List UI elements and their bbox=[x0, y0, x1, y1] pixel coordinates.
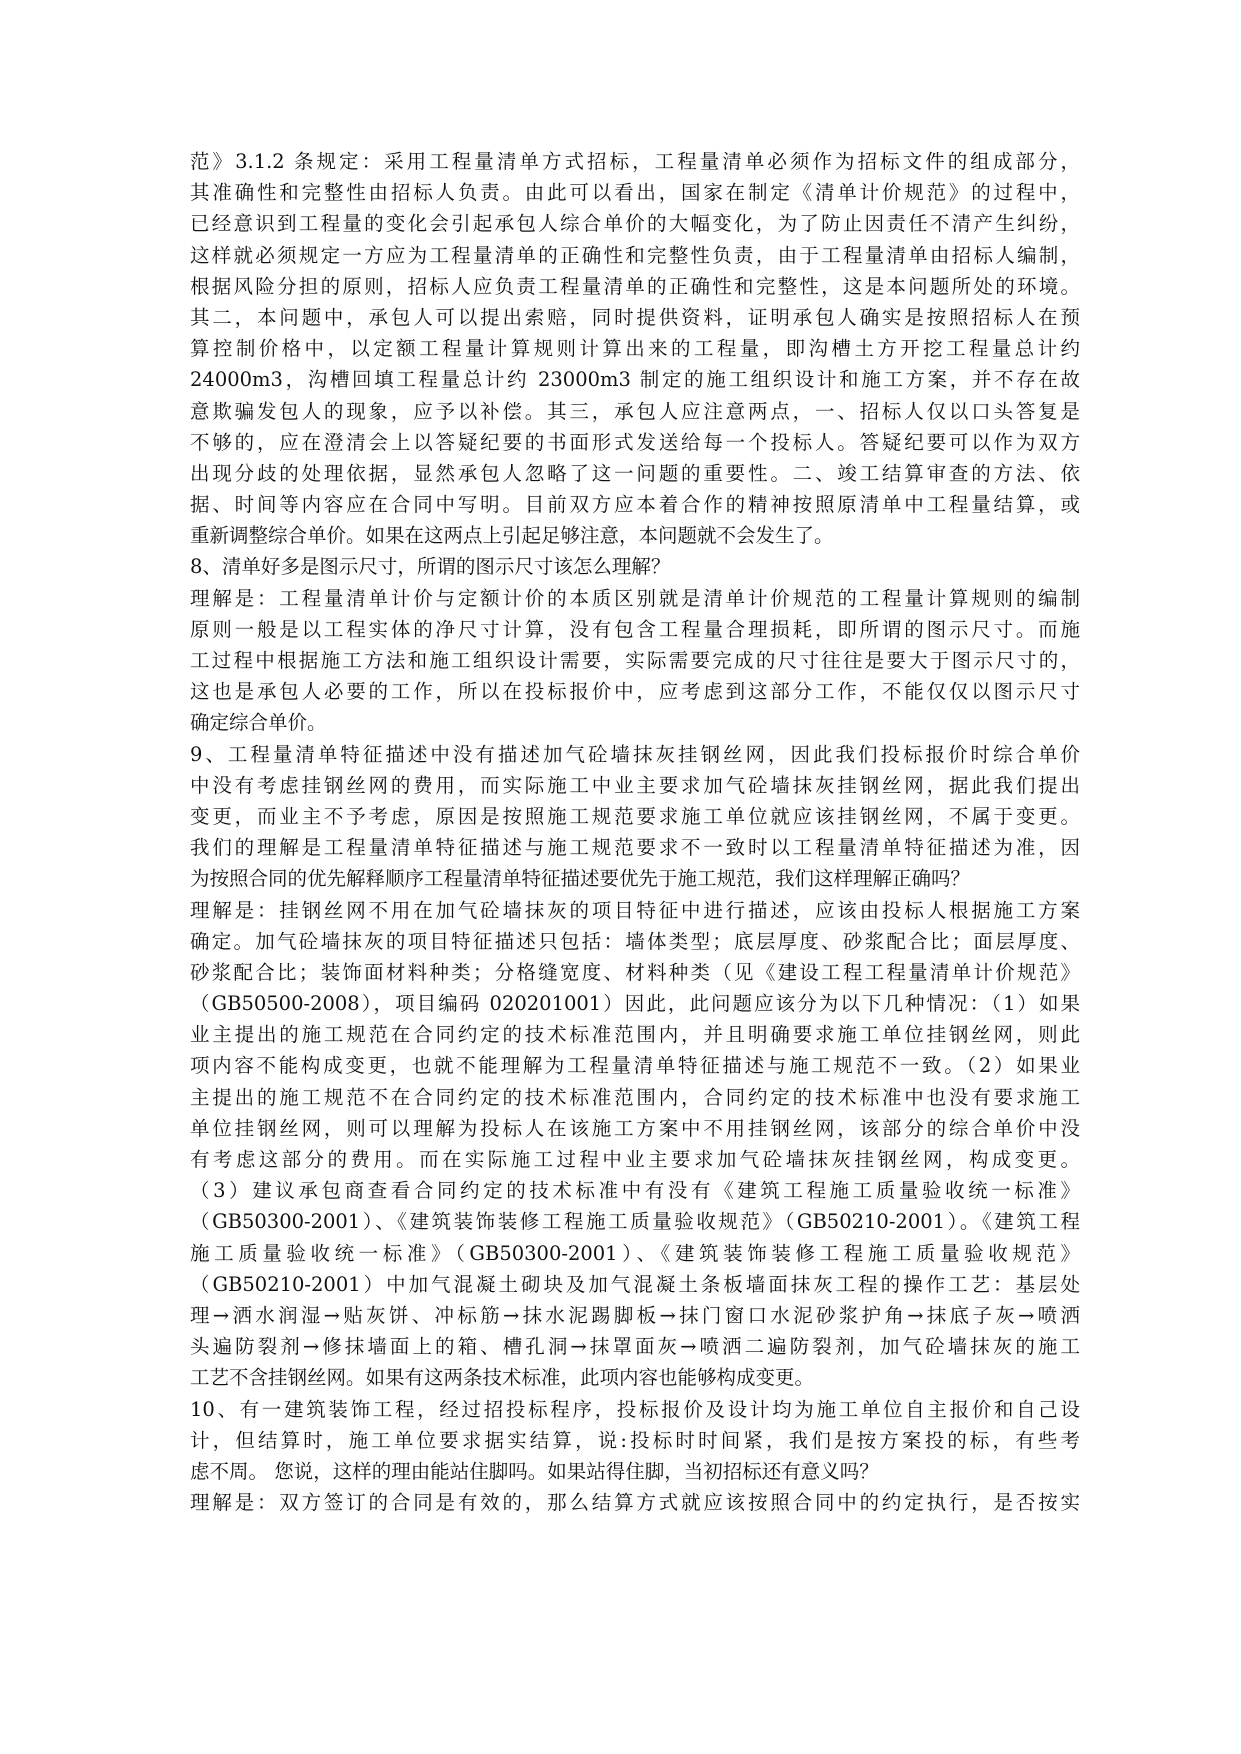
text-line: 砂浆配合比；装饰面材料种类；分格缝宽度、材料种类（见《建设工程工程量清单计价规范》 bbox=[190, 960, 1080, 984]
text-line: 工艺不含挂钢丝网。如果有这两条技术标准，此项内容也能够构成变更。 bbox=[190, 1366, 815, 1390]
text-line: 10、有一建筑装饰工程，经过招投标程序，投标报价及设计均为施工单位自主报价和自己设 bbox=[190, 1397, 1080, 1421]
text-line: 根据风险分担的原则，招标人应负责工程量清单的正确性和完整性，这是本问题所处的环境。 bbox=[190, 274, 1080, 298]
text-line: 计，但结算时，施工单位要求据实结算，说:投标时时间紧，我们是按方案投的标，有些考 bbox=[190, 1428, 1080, 1452]
text-line: 意欺骗发包人的现象，应予以补偿。其三，承包人应注意两点，一、招标人仅以口头答复是 bbox=[190, 399, 1080, 423]
text-line: 原则一般是以工程实体的净尺寸计算，没有包含工程量合理损耗，即所谓的图示尺寸。而施 bbox=[190, 617, 1080, 641]
text-line: （3）建议承包商查看合同约定的技术标准中有没有《建筑工程施工质量验收统一标准》 bbox=[190, 1179, 1080, 1203]
text-line: （GB50500-2008），项目编码 020201001）因此，此问题应该分为以下几种情况：（1）如果 bbox=[190, 992, 1080, 1016]
text-line: 理解是：双方签订的合同是有效的，那么结算方式就应该按照合同中的约定执行，是否按实 bbox=[190, 1491, 1080, 1515]
text-line: 24000m3，沟槽回填工程量总计约 23000m3 制定的施工组织设计和施工方案，并不存在故 bbox=[190, 368, 1080, 392]
text-line: 确定综合单价。 bbox=[190, 711, 327, 735]
text-line: 这也是承包人必要的工作，所以在投标报价中，应考虑到这部分工作，不能仅仅以图示尺寸 bbox=[190, 680, 1080, 704]
text-line: 主提出的施工规范不在合同约定的技术标准范围内，合同约定的技术标准中也没有要求施工 bbox=[190, 1085, 1080, 1109]
text-line: 算控制价格中，以定额工程量计算规则计算出来的工程量，即沟槽土方开挖工程量总计约 bbox=[190, 337, 1080, 361]
text-line: 其二，本问题中，承包人可以提出索赔，同时提供资料，证明承包人确实是按照招标人在预 bbox=[190, 305, 1080, 329]
text-line: 变更，而业主不予考虑，原因是按照施工规范要求施工单位就应该挂钢丝网，不属于变更。 bbox=[190, 804, 1080, 828]
text-line: 有考虑这部分的费用。而在实际施工过程中业主要求加气砼墙抹灰挂钢丝网，构成变更。 bbox=[190, 1148, 1080, 1171]
text-line: 不够的，应在澄清会上以答疑纪要的书面形式发送给每一个投标人。答疑纪要可以作为双方 bbox=[190, 430, 1080, 454]
text-line: 我们的理解是工程量清单特征描述与施工规范要求不一致时以工程量清单特征描述为准，因 bbox=[190, 836, 1080, 860]
text-line: 中没有考虑挂钢丝网的费用，而实际施工中业主要求加气砼墙抹灰挂钢丝网，据此我们提出 bbox=[190, 773, 1080, 797]
text-line: 已经意识到工程量的变化会引起承包人综合单价的大幅变化，为了防止因责任不清产生纠纷， bbox=[190, 212, 1080, 236]
text-line: 理解是：挂钢丝网不用在加气砼墙抹灰的项目特征中进行描述，应该由投标人根据施工方案 bbox=[190, 898, 1080, 922]
text-line: 头遍防裂剂→修抹墙面上的箱、槽孔洞→抹罩面灰→喷洒二遍防裂剂，加气砼墙抹灰的施工 bbox=[190, 1335, 1080, 1359]
text-line: 单位挂钢丝网，则可以理解为投标人在该施工方案中不用挂钢丝网，该部分的综合单价中没 bbox=[190, 1116, 1080, 1140]
text-line: 为按照合同的优先解释顺序工程量清单特征描述要优先于施工规范，我们这样理解正确吗？ bbox=[190, 867, 971, 891]
text-line: 8、清单好多是图示尺寸，所谓的图示尺寸该怎么理解？ bbox=[190, 555, 671, 579]
text-line: 这样就必须规定一方应为工程量清单的正确性和完整性负责，由于工程量清单由招标人编制， bbox=[190, 243, 1080, 267]
text-line: 虑不周。 您说，这样的理由能站住脚吗。如果站得住脚，当初招标还有意义吗？ bbox=[190, 1459, 879, 1483]
text-line: 确定。加气砼墙抹灰的项目特征描述只包括：墙体类型；底层厚度、砂浆配合比；面层厚度、 bbox=[190, 929, 1080, 953]
document-body bbox=[190, 146, 1080, 1518]
text-line: 理解是：工程量清单计价与定额计价的本质区别就是清单计价规范的工程量计算规则的编制 bbox=[190, 586, 1080, 610]
text-line: 施工质量验收统一标准》（GB50300-2001）、《建筑装饰装修工程施工质量验收规范》 bbox=[190, 1241, 1080, 1265]
text-line: 9、工程量清单特征描述中没有描述加气砼墙抹灰挂钢丝网，因此我们投标报价时综合单价 bbox=[190, 742, 1080, 766]
text-line: （GB50210-2001）中加气混凝土砌块及加气混凝土条板墙面抹灰工程的操作工艺：基层处 bbox=[190, 1272, 1080, 1296]
text-line: 工过程中根据施工方法和施工组织设计需要，实际需要完成的尺寸往往是要大于图示尺寸的， bbox=[190, 649, 1080, 672]
text-line: 业主提出的施工规范在合同约定的技术标准范围内，并且明确要求施工单位挂钢丝网，则此 bbox=[190, 1023, 1080, 1047]
text-line: 其准确性和完整性由招标人负责。由此可以看出，国家在制定《清单计价规范》的过程中， bbox=[190, 181, 1080, 205]
text-line: 据、时间等内容应在合同中写明。目前双方应本着合作的精神按照原清单中工程量结算，或 bbox=[190, 493, 1080, 517]
text-line: 项内容不能构成变更，也就不能理解为工程量清单特征描述与施工规范不一致。（2）如果业 bbox=[190, 1054, 1080, 1078]
text-line: （GB50300-2001）、《建筑装饰装修工程施工质量验收规范》（GB50210-2001）。《建筑工程 bbox=[190, 1210, 1080, 1234]
text-line: 出现分歧的处理依据，显然承包人忽略了这一问题的重要性。二、竣工结算审查的方法、依 bbox=[190, 461, 1080, 485]
text-line: 理→洒水润湿→贴灰饼、冲标筋→抹水泥踢脚板→抹门窗口水泥砂浆护角→抹底子灰→喷洒 bbox=[190, 1303, 1080, 1327]
text-line: 重新调整综合单价。如果在这两点上引起足够注意，本问题就不会发生了。 bbox=[190, 524, 834, 548]
text-line: 范》3.1.2 条规定：采用工程量清单方式招标，工程量清单必须作为招标文件的组成部分， bbox=[190, 150, 1080, 173]
